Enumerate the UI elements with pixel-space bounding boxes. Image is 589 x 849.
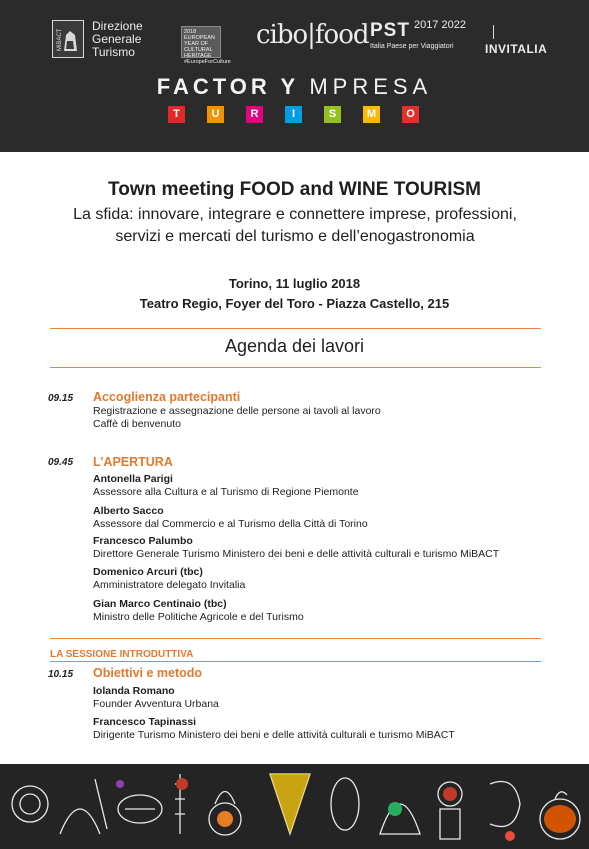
cibo-food-logo: cibo|food — [256, 20, 369, 50]
pst-years: 2017 2022 — [413, 19, 466, 31]
pst-main: PST — [370, 20, 410, 41]
speaker-role: Ministro delle Politiche Agricole e del Turismo — [93, 611, 304, 623]
speaker-role: Dirigente Turismo Ministero dei beni e delle attività culturali e turismo MiBACT — [93, 729, 455, 741]
turismo-tile: S — [324, 106, 341, 123]
speaker-name: Iolanda Romano — [93, 685, 175, 697]
pst-logo — [370, 20, 466, 50]
divider-top — [50, 328, 541, 329]
mibact-logo — [52, 20, 84, 58]
event-date: Torino, 11 luglio 2018 — [228, 276, 361, 291]
event-venue: Teatro Regio, Foyer del Toro - Piazza Castello, 215 — [139, 296, 450, 311]
mibact-text: Direzione Generale Turismo — [92, 19, 143, 59]
speaker-name: Francesco Palumbo — [93, 535, 193, 547]
factor-bold: FACTOR Y — [156, 74, 300, 99]
factor-impresa-logo — [0, 74, 589, 100]
speaker-role: Assessore alla Cultura e al Turismo di Regione Piemonte — [93, 486, 359, 498]
mibact-side-text: MiBACT — [57, 28, 63, 51]
eyh-text: 2018 EUROPEAN YEAR OF CULTURAL HERITAGE #EuropeForCulture — [184, 29, 231, 65]
partner-logos — [0, 12, 589, 65]
eyh-logo — [181, 26, 231, 65]
speaker-role: Direttore Generale Turismo Ministero dei beni e delle attività culturali e turismo MiBACT — [93, 548, 500, 560]
speaker-role: Amministratore delegato Invitalia — [93, 579, 246, 591]
event-subtitle: La sfida: innovare, integrare e connettere imprese, professioni, servizi e mercati del turismo e dell’enogastronomia — [73, 206, 517, 245]
agenda-item-title: Accoglienza partecipanti — [93, 390, 241, 404]
time-slot: 09.45 — [48, 457, 74, 468]
divider-session — [50, 638, 541, 639]
divider-session-bottom — [50, 661, 541, 662]
factor-thin: MPRESA — [309, 74, 433, 99]
speaker-role: Founder Avventura Urbana — [93, 698, 219, 710]
speaker-name: Gian Marco Centinaio (tbc) — [93, 598, 227, 610]
turismo-tile: U — [207, 106, 224, 123]
speaker-name: Alberto Sacco — [93, 505, 164, 517]
speaker-name: Antonella Parigi — [93, 473, 173, 485]
turismo-tile: R — [246, 106, 263, 123]
turismo-tile: O — [402, 106, 419, 123]
divider-bottom — [50, 367, 541, 368]
agenda-item-title: L’APERTURA — [93, 455, 173, 469]
time-slot: 10.15 — [48, 669, 74, 680]
food-doodles — [0, 764, 589, 849]
speaker-role: Assessore dal Commercio e al Turismo della Città di Torino — [93, 518, 368, 530]
agenda-heading: Agenda dei lavori — [224, 336, 365, 356]
header-banner — [0, 0, 589, 152]
turismo-tiles — [168, 106, 428, 126]
invitalia-mark — [493, 25, 494, 39]
agenda-line: Caffè di benvenuto — [93, 418, 181, 430]
agenda-item-title: Obiettivi e metodo — [93, 666, 203, 680]
time-slot: 09.15 — [48, 393, 74, 404]
agenda-line: Registrazione e assegnazione delle persone ai tavoli al lavoro — [93, 405, 381, 417]
speaker-name: Domenico Arcuri (tbc) — [93, 566, 203, 578]
food-illustration-footer — [0, 764, 589, 849]
turismo-tile: M — [363, 106, 380, 123]
turismo-tile: T — [168, 106, 185, 123]
event-title: Town meeting FOOD and WINE TOURISM — [108, 179, 481, 200]
pst-sub: Italia Paese per Viaggiatori — [370, 43, 454, 50]
session-label: LA SESSIONE INTRODUTTIVA — [50, 649, 194, 660]
turismo-tile: I — [285, 106, 302, 123]
invitalia-logo: INVITALIA — [485, 42, 548, 56]
speaker-name: Francesco Tapinassi — [93, 716, 197, 728]
